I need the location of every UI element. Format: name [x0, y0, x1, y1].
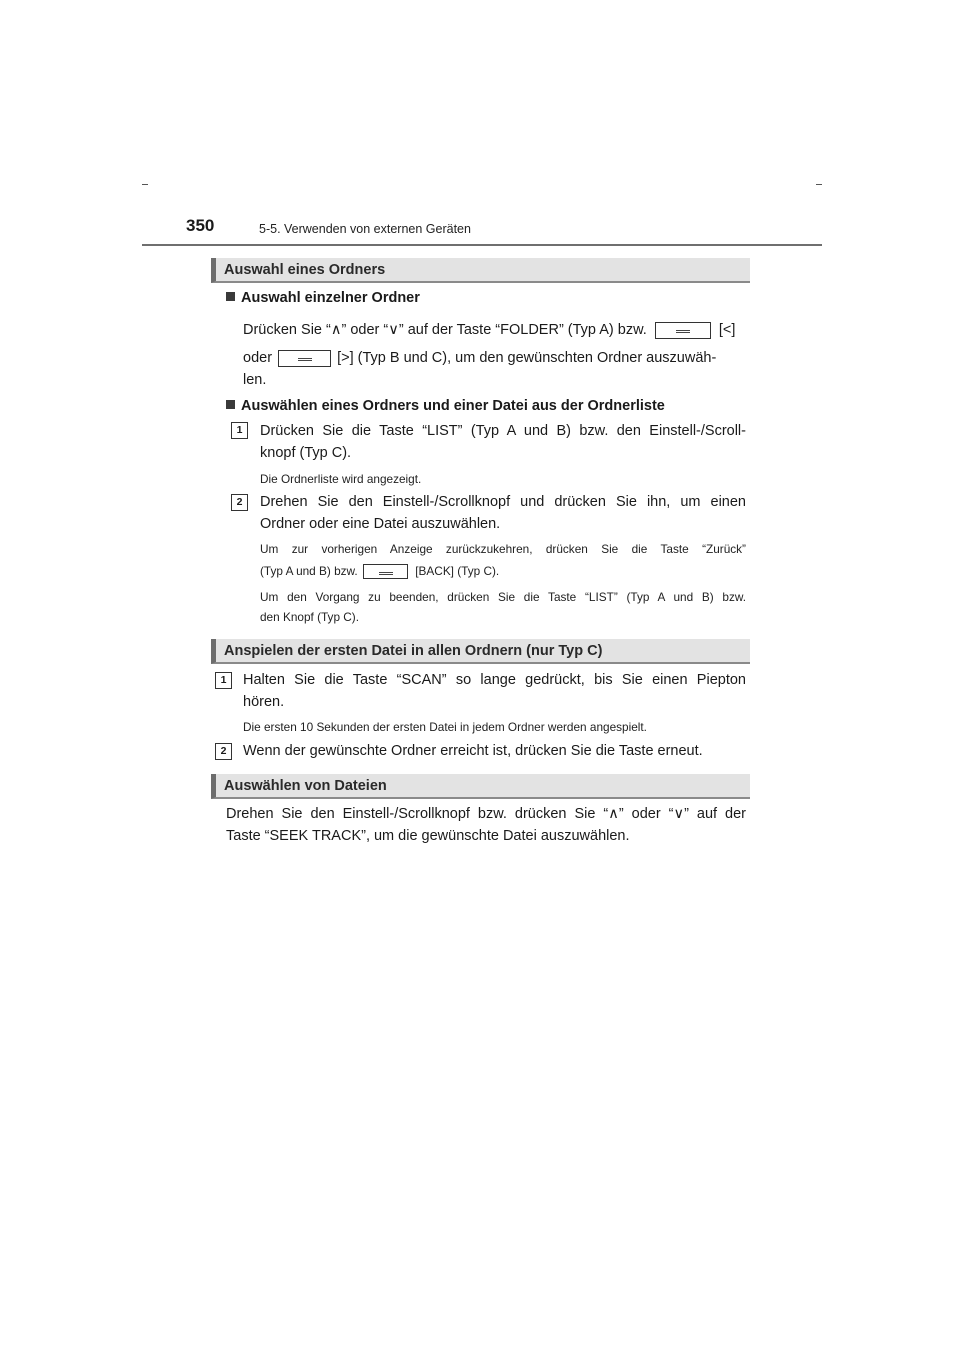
file-select-line-1: Drehen Sie den Einstell-/Scrollknopf bzw. drücken Sie “∧” oder “∨” auf der: [226, 806, 746, 822]
header-rule: [142, 244, 822, 246]
list-step2-note1-line-2: (Typ A und B) bzw. [BACK] (Typ C).: [260, 564, 500, 578]
subheading-single-folder: Auswahl einzelner Ordner: [226, 287, 420, 309]
list-step2-note1-line-1: Um zur vorherigen Anzeige zurückzukehren, drücken Sie die Taste “Zurück”: [260, 542, 746, 556]
scan-step1-note: Die ersten 10 Sekunden der ersten Datei in jedem Ordner werden angespielt.: [243, 720, 647, 734]
step-number-badge: 1: [215, 672, 232, 689]
list-step1-line-2: knopf (Typ C).: [260, 445, 352, 461]
section-heading-folder-select: [211, 258, 750, 283]
folder-prev-button-icon: [655, 322, 711, 339]
section-title: Auswahl eines Ordners: [224, 262, 386, 278]
section-heading-file-select: [211, 774, 750, 799]
section-title: Auswählen von Dateien: [224, 778, 387, 794]
list-step2-line-1: Drehen Sie den Einstell-/Scrollknopf und drücken Sie ihn, um einen: [260, 494, 746, 510]
caret-down-glyph: ∨: [673, 806, 685, 822]
crop-mark-right: [816, 184, 822, 185]
list-step1-line-1: Drücken Sie die Taste “LIST” (Typ A und B) bzw. den Einstell-/Scroll-: [260, 423, 746, 439]
square-bullet-icon: [226, 292, 235, 301]
single-folder-line-1: Drücken Sie “∧” oder “∨” auf der Taste “FOLDER” (Typ A) bzw. [<]: [243, 322, 736, 338]
list-step2-note2-line-2: den Knopf (Typ C).: [260, 610, 360, 624]
section-title: Anspielen der ersten Datei in allen Ordnern (nur Typ C): [224, 643, 603, 659]
folder-next-button-icon: [278, 350, 331, 367]
caret-down-glyph: ∨: [388, 322, 399, 338]
single-folder-line-3: len.: [243, 372, 267, 388]
back-button-icon: [363, 564, 408, 579]
list-step1-note: Die Ordnerliste wird angezeigt.: [260, 472, 422, 486]
scan-step1-line-1: Halten Sie die Taste “SCAN” so lange gedrückt, bis Sie einen Piepton: [243, 672, 746, 688]
caret-up-glyph: ∧: [608, 806, 619, 822]
single-folder-line-2: oder [>] (Typ B und C), um den gewünschten Ordner auszuwäh-: [243, 350, 717, 366]
crop-mark-left: [142, 184, 148, 185]
section-heading-play-first: [211, 639, 750, 664]
file-select-line-2: Taste “SEEK TRACK”, um die gewünschte Datei auszuwählen.: [226, 828, 630, 844]
list-step2-line-2: Ordner oder eine Datei auszuwählen.: [260, 516, 501, 532]
scan-step1-line-2: hören.: [243, 694, 285, 710]
caret-up-glyph: ∧: [330, 322, 342, 338]
square-bullet-icon: [226, 400, 235, 409]
scan-step2-line-1: Wenn der gewünschte Ordner erreicht ist, drücken Sie die Taste erneut.: [243, 743, 703, 759]
step-number-badge: 1: [231, 422, 248, 439]
step-number-badge: 2: [231, 494, 248, 511]
page-number: 350: [186, 216, 215, 235]
step-number-badge: 2: [215, 743, 232, 760]
subheading-folder-list: Auswählen eines Ordners und einer Datei aus der Ordnerliste: [226, 395, 665, 417]
list-step2-note2-line-1: Um den Vorgang zu beenden, drücken Sie die Taste “LIST” (Typ A und B) bzw.: [260, 590, 746, 604]
chapter-title: 5-5. Verwenden von externen Geräten: [259, 222, 471, 236]
